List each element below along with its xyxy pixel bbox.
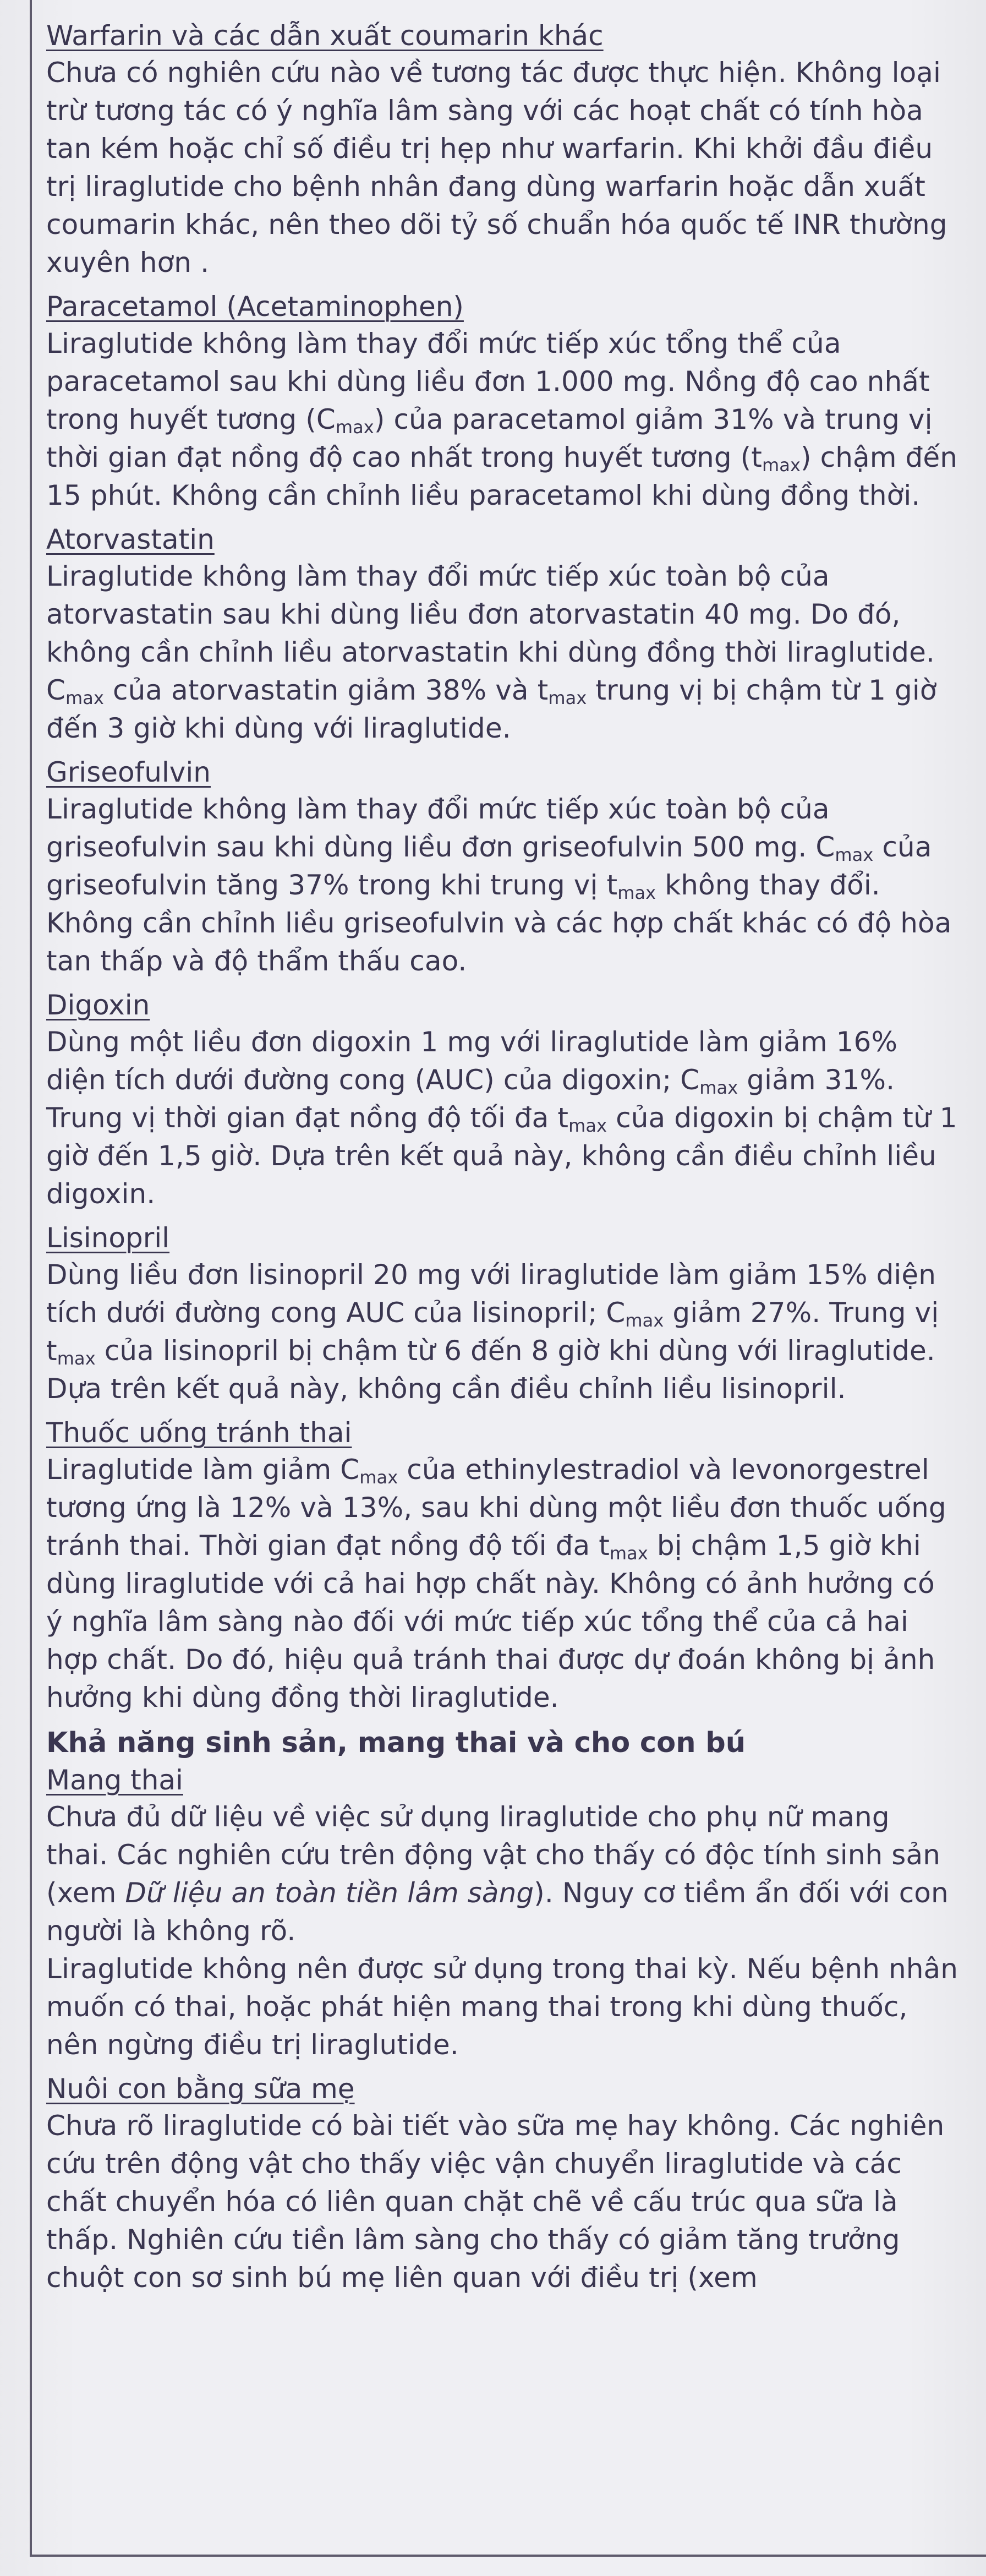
section-paragraph: Chưa có nghiên cứu nào về tương tác được thực hiện. Không loại trừ tương tác có ý nghĩa lâm sàng với các hoạt chất có tính hòa tan kém hoặc chỉ số điều trị hẹp như warfarin. Khi khởi đầu điều trị liraglutide cho bệnh nhân đang dùng warfarin hoặc dẫn xuất coumarin khác, nên theo dõi tỷ số chuẩn hóa quốc tế INR thường xuyên hơn .	[46, 57, 947, 279]
section-paragraph: Liraglutide không nên được sử dụng trong thai kỳ. Nếu bệnh nhân muốn có thai, hoặc phát hiện mang thai trong khi dùng thuốc, nên ngừng điều trị liraglutide.	[46, 1953, 958, 2061]
section-heading: Digoxin	[46, 989, 150, 1021]
section-paragraph: Dùng liều đơn lisinopril 20 mg với liraglutide làm giảm 15% diện tích dưới đường cong AUC của lisinopril; $C_{max}$ giảm 27%. Trung vị $t_{max}$ của lisinopril bị chậm từ 6 đến 8 giờ khi dùng với liraglutide. Dựa trên kết quả này, không cần điều chỉnh liều lisinopril.	[46, 1259, 939, 1405]
section-paragraph: Dùng một liều đơn digoxin 1 mg với liraglutide làm giảm 16% diện tích dưới đường cong (AUC) của digoxin; $C_{max}$ giảm 31%. Trung vị thời gian đạt nồng độ tối đa $t_{max}$ của digoxin bị chậm từ 1 giờ đến 1,5 giờ. Dựa trên kết quả này, không cần điều chỉnh liều digoxin.	[46, 1026, 957, 1210]
section-breastfeeding	[46, 2071, 960, 2297]
section-paracetamol	[46, 288, 960, 515]
section-paragraph: Liraglutide không làm thay đổi mức tiếp xúc toàn bộ của atorvastatin sau khi dùng liều đơn atorvastatin 40 mg. Do đó, không cần chỉnh liều atorvastatin khi dùng đồng thời liraglutide. $C_{max}$ của atorvastatin giảm 38% và $t_{max}$ trung vị bị chậm từ 1 giờ đến 3 giờ khi dùng với liraglutide.	[46, 560, 937, 744]
leaflet-content	[46, 18, 960, 2297]
section-atorvastatin	[46, 521, 960, 747]
left-border-rule	[30, 0, 32, 2557]
section-heading: Paracetamol (Acetaminophen)	[46, 291, 464, 323]
section-griseofulvin	[46, 754, 960, 980]
section-oral-contraceptives	[46, 1415, 960, 1717]
section-heading: Thuốc uống tránh thai	[46, 1417, 352, 1449]
section-paragraph: Liraglutide làm giảm $C_{max}$ của ethinylestradiol và levonorgestrel tương ứng là 12% và 13%, sau khi dùng một liều đơn thuốc uống tránh thai. Thời gian đạt nồng độ tối đa $t_{max}$ bị chậm 1,5 giờ khi dùng liraglutide với cả hai hợp chất này. Không có ảnh hưởng có ý nghĩa lâm sàng nào đối với mức tiếp xúc tổng thể của cả hai hợp chất. Do đó, hiệu quả tránh thai được dự đoán không bị ảnh hưởng khi dùng đồng thời liraglutide.	[46, 1454, 946, 1713]
bottom-border-rule	[30, 2555, 986, 2557]
section-paragraph: Chưa đủ dữ liệu về việc sử dụng liraglutide cho phụ nữ mang thai. Các nghiên cứu trên động vật cho thấy có độc tính sinh sản (xem Dữ liệu an toàn tiền lâm sàng). Nguy cơ tiềm ẩn đối với con người là không rõ.	[46, 1801, 949, 1947]
section-heading: Nuôi con bằng sữa mẹ	[46, 2073, 355, 2105]
section-pregnancy	[46, 1762, 960, 2064]
major-heading-fertility-pregnancy: Khả năng sinh sản, mang thai và cho con bú	[46, 1727, 746, 1759]
section-heading: Lisinopril	[46, 1222, 170, 1254]
section-heading: Atorvastatin	[46, 523, 215, 555]
section-heading: Griseofulvin	[46, 756, 211, 788]
section-heading: Mang thai	[46, 1764, 183, 1796]
section-lisinopril	[46, 1220, 960, 1408]
section-warfarin	[46, 18, 960, 282]
section-paragraph: Liraglutide không làm thay đổi mức tiếp xúc tổng thể của paracetamol sau khi dùng liều đơn 1.000 mg. Nồng độ cao nhất trong huyết tương $(C_{max})$ của paracetamol giảm 31% và trung vị thời gian đạt nồng độ cao nhất trong huyết tương $(t_{max})$ chậm đến 15 phút. Không cần chỉnh liều paracetamol khi dùng đồng thời.	[46, 328, 958, 511]
cross-reference: Dữ liệu an toàn tiền lâm sàng	[125, 1877, 534, 1909]
section-heading: Warfarin và các dẫn xuất coumarin khác	[46, 20, 604, 52]
section-digoxin	[46, 987, 960, 1213]
section-paragraph: Chưa rõ liraglutide có bài tiết vào sữa mẹ hay không. Các nghiên cứu trên động vật cho thấy việc vận chuyển liraglutide và các chất chuyển hóa có liên quan chặt chẽ về cấu trúc qua sữa là thấp. Nghiên cứu tiền lâm sàng cho thấy có giảm tăng trưởng chuột con sơ sinh bú mẹ liên quan với điều trị (xem	[46, 2110, 945, 2294]
section-paragraph: Liraglutide không làm thay đổi mức tiếp xúc toàn bộ của griseofulvin sau khi dùng liều đơn griseofulvin 500 mg. $C_{max}$ của griseofulvin tăng 37% trong khi trung vị $t_{max}$ không thay đổi. Không cần chỉnh liều griseofulvin và các hợp chất khác có độ hòa tan thấp và độ thẩm thấu cao.	[46, 793, 952, 977]
